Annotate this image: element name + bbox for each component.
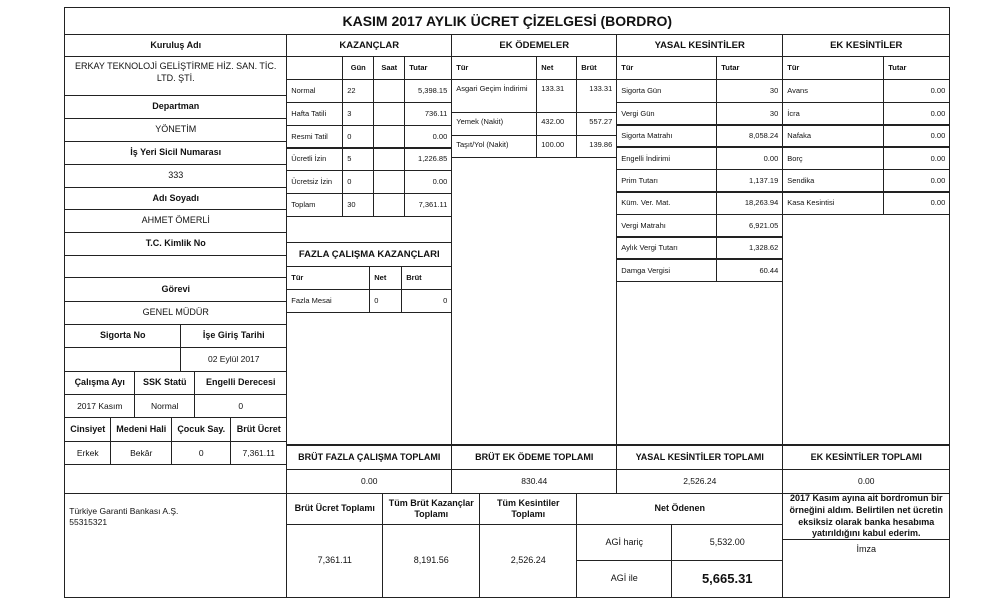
ek-kesintiler-header: Tutar: [883, 56, 950, 80]
start-date-label: İşe Giriş Tarihi: [180, 324, 287, 348]
insurance-value: [64, 347, 181, 372]
ek-kesintiler-row-amount: 0.00: [883, 169, 950, 193]
kazanclar-row-amount: 736.11: [404, 102, 452, 126]
ek-kesintiler-row-type: Nafaka: [782, 124, 884, 148]
marital-label: Medeni Hali: [110, 417, 172, 442]
tc-label: T.C. Kimlik No: [64, 232, 287, 256]
ek-kesintiler-row-type: Avans: [782, 79, 884, 103]
kazanclar-row-hours: [373, 102, 405, 126]
total-label: YASAL KESİNTİLER TOPLAMI: [616, 445, 783, 470]
ek-kesintiler-row-type: Sendika: [782, 169, 884, 193]
kazanclar-row-type: Resmi Tatil: [286, 125, 343, 149]
kazanclar-title: KAZANÇLAR: [286, 34, 452, 57]
yasal-row-type: Küm. Ver. Mat.: [616, 191, 717, 215]
kazanclar-row-hours: [373, 193, 405, 217]
fazla-row-type: Fazla Mesai: [286, 289, 370, 313]
empty-cell: [64, 464, 287, 494]
gross-total-value: 7,361.11: [286, 524, 383, 598]
name-value: AHMET ÖMERLİ: [64, 209, 287, 233]
bank-name: Türkiye Garanti Bankası A.Ş.: [69, 506, 179, 517]
total-label: EK KESİNTİLER TOPLAMI: [782, 445, 950, 470]
all-gross-value: 8,191.56: [382, 524, 480, 598]
yasal-row-amount: 18,263.94: [716, 191, 783, 215]
agi-incl-label: AGİ ile: [576, 560, 672, 598]
kazanclar-row-amount: 7,361.11: [404, 193, 452, 217]
ek-kesintiler-row-type: Borç: [782, 146, 884, 170]
yasal-header: Tür: [616, 56, 717, 80]
gender-label: Cinsiyet: [64, 417, 111, 442]
total-label: BRÜT FAZLA ÇALIŞMA TOPLAMI: [286, 445, 452, 470]
yasal-row-type: Damga Vergisi: [616, 258, 717, 282]
fazla-title: FAZLA ÇALIŞMA KAZANÇLARI: [286, 242, 452, 267]
yasal-row-type: Vergi Matrahı: [616, 214, 717, 238]
yasal-row-amount: 1,137.19: [716, 169, 783, 193]
fazla-header: Tür: [286, 266, 370, 290]
kazanclar-row-type: Ücretsiz İzin: [286, 170, 343, 194]
start-date-value: 02 Eylül 2017: [180, 347, 287, 372]
ek-odemeler-row-net: 432.00: [536, 112, 577, 136]
reg-value: 333: [64, 164, 287, 188]
role-label: Görevi: [64, 277, 287, 302]
ek-kesintiler-row-amount: 0.00: [883, 79, 950, 103]
kazanclar-row-days: 5: [342, 147, 374, 171]
kazanclar-row-hours: [373, 79, 405, 103]
ssk-label: SSK Statü: [134, 371, 195, 395]
page-title: KASIM 2017 AYLIK ÜCRET ÇİZELGESİ (BORDRO): [64, 7, 950, 35]
ek-kesintiler-row-amount: 0.00: [883, 124, 950, 148]
bank-account: 55315321: [69, 517, 108, 528]
bank-info: [64, 493, 287, 598]
yasal-row-amount: 0.00: [716, 146, 783, 170]
yasal-row-type: Vergi Gün: [616, 102, 717, 126]
kazanclar-header: Tutar: [404, 56, 452, 80]
kazanclar-row-hours: [373, 147, 405, 171]
ek-odemeler-row-gross: 139.86: [576, 135, 617, 158]
ek-odemeler-row-type: Yemek (Nakit): [451, 112, 537, 136]
ek-odemeler-title: EK ÖDEMELER: [451, 34, 617, 57]
kazanclar-row-amount: 0.00: [404, 125, 452, 149]
total-value: 830.44: [451, 469, 617, 494]
kazanclar-row-days: 0: [342, 125, 374, 149]
yasal-row-amount: 1,328.62: [716, 236, 783, 260]
kazanclar-header: [286, 56, 343, 80]
all-deductions-value: 2,526.24: [479, 524, 577, 598]
yasal-title: YASAL KESİNTİLER: [616, 34, 783, 57]
insurance-label: Sigorta No: [64, 324, 181, 348]
yasal-row-type: Aylık Vergi Tutarı: [616, 236, 717, 260]
signature-field: İmza: [782, 539, 950, 598]
role-value: GENEL MÜDÜR: [64, 301, 287, 325]
statement-text: 2017 Kasım ayına ait bordromun bir örneğini aldım. Belirtilen net ücretin eksiksiz olarak banka hesabıma yatırıldığını kabul ederim.: [782, 493, 950, 540]
org-label: Kuruluş Adı: [64, 34, 287, 57]
fazla-header: Net: [369, 266, 402, 290]
agi-excl-label: AGİ hariç: [576, 524, 672, 561]
kazanclar-row-type: Normal: [286, 79, 343, 103]
gender-value: Erkek: [64, 441, 111, 465]
ek-kesintiler-header: Tür: [782, 56, 884, 80]
all-deductions-label: Tüm Kesintiler Toplamı: [479, 493, 577, 525]
net-paid-label: Net Ödenen: [576, 493, 783, 525]
total-value: 0.00: [782, 469, 950, 494]
yasal-row-type: Sigorta Gün: [616, 79, 717, 103]
children-value: 0: [171, 441, 231, 465]
yasal-row-type: Engelli İndirimi: [616, 146, 717, 170]
name-label: Adı Soyadı: [64, 187, 287, 210]
ek-odemeler-header: Brüt: [576, 56, 617, 80]
yasal-row-type: Sigorta Matrahı: [616, 124, 717, 148]
ek-odemeler-row-gross: 557.27: [576, 112, 617, 136]
disability-value: 0: [194, 394, 287, 418]
kazanclar-row-amount: 5,398.15: [404, 79, 452, 103]
gross-total-label: Brüt Ücret Toplamı: [286, 493, 383, 525]
ek-odemeler-row-type: Taşıt/Yol (Nakit): [451, 135, 537, 158]
ek-odemeler-header: Tür: [451, 56, 537, 80]
fazla-header: Brüt: [401, 266, 452, 290]
ek-odemeler-header: Net: [536, 56, 577, 80]
reg-label: İş Yeri Sicil Numarası: [64, 141, 287, 165]
all-gross-label: Tüm Brüt Kazançlar Toplamı: [382, 493, 480, 525]
gross-value: 7,361.11: [230, 441, 287, 465]
ek-kesintiler-row-amount: 0.00: [883, 191, 950, 215]
ek-kesintiler-row-type: İcra: [782, 102, 884, 126]
gross-label: Brüt Ücret: [230, 417, 287, 442]
kazanclar-row-type: Toplam: [286, 193, 343, 217]
yasal-row-amount: 6,921.05: [716, 214, 783, 238]
ek-kesintiler-title: EK KESİNTİLER: [782, 34, 950, 57]
org-value: ERKAY TEKNOLOJİ GELİŞTİRME HİZ. SAN. TİC. LTD. ŞTİ.: [64, 56, 287, 96]
children-label: Çocuk Say.: [171, 417, 231, 442]
kazanclar-row-days: 0: [342, 170, 374, 194]
kazanclar-row-amount: 1,226.85: [404, 147, 452, 171]
kazanclar-header: Gün: [342, 56, 374, 80]
ssk-value: Normal: [134, 394, 195, 418]
kazanclar-row-hours: [373, 125, 405, 149]
yasal-row-amount: 8,058.24: [716, 124, 783, 148]
kazanclar-row-hours: [373, 170, 405, 194]
kazanclar-header: Saat: [373, 56, 405, 80]
yasal-row-amount: 60.44: [716, 258, 783, 282]
kazanclar-row-days: 3: [342, 102, 374, 126]
month-label: Çalışma Ayı: [64, 371, 135, 395]
fazla-row-gross: 0: [401, 289, 452, 313]
kazanclar-row-days: 22: [342, 79, 374, 103]
ek-odemeler-row-net: 100.00: [536, 135, 577, 158]
ek-kesintiler-row-type: Kasa Kesintisi: [782, 191, 884, 215]
fazla-row-net: 0: [369, 289, 402, 313]
agi-incl-value: 5,665.31: [671, 560, 783, 598]
agi-excl-value: 5,532.00: [671, 524, 783, 561]
yasal-row-type: Prim Tutarı: [616, 169, 717, 193]
dept-value: YÖNETİM: [64, 118, 287, 142]
total-value: 0.00: [286, 469, 452, 494]
month-value: 2017 Kasım: [64, 394, 135, 418]
total-label: BRÜT EK ÖDEME TOPLAMI: [451, 445, 617, 470]
tc-value: [64, 255, 287, 278]
dept-label: Departman: [64, 95, 287, 119]
disability-label: Engelli Derecesi: [194, 371, 287, 395]
kazanclar-row-type: Ücretli İzin: [286, 147, 343, 171]
kazanclar-row-amount: 0.00: [404, 170, 452, 194]
ek-odemeler-row-type: Asgari Geçim İndirimi: [451, 79, 537, 113]
total-value: 2,526.24: [616, 469, 783, 494]
yasal-row-amount: 30: [716, 102, 783, 126]
kazanclar-row-days: 30: [342, 193, 374, 217]
yasal-header: Tutar: [716, 56, 783, 80]
ek-odemeler-row-net: 133.31: [536, 79, 577, 113]
kazanclar-row-type: Hafta Tatili: [286, 102, 343, 126]
ek-kesintiler-row-amount: 0.00: [883, 146, 950, 170]
yasal-row-amount: 30: [716, 79, 783, 103]
marital-value: Bekâr: [110, 441, 172, 465]
ek-odemeler-row-gross: 133.31: [576, 79, 617, 113]
ek-kesintiler-row-amount: 0.00: [883, 102, 950, 126]
